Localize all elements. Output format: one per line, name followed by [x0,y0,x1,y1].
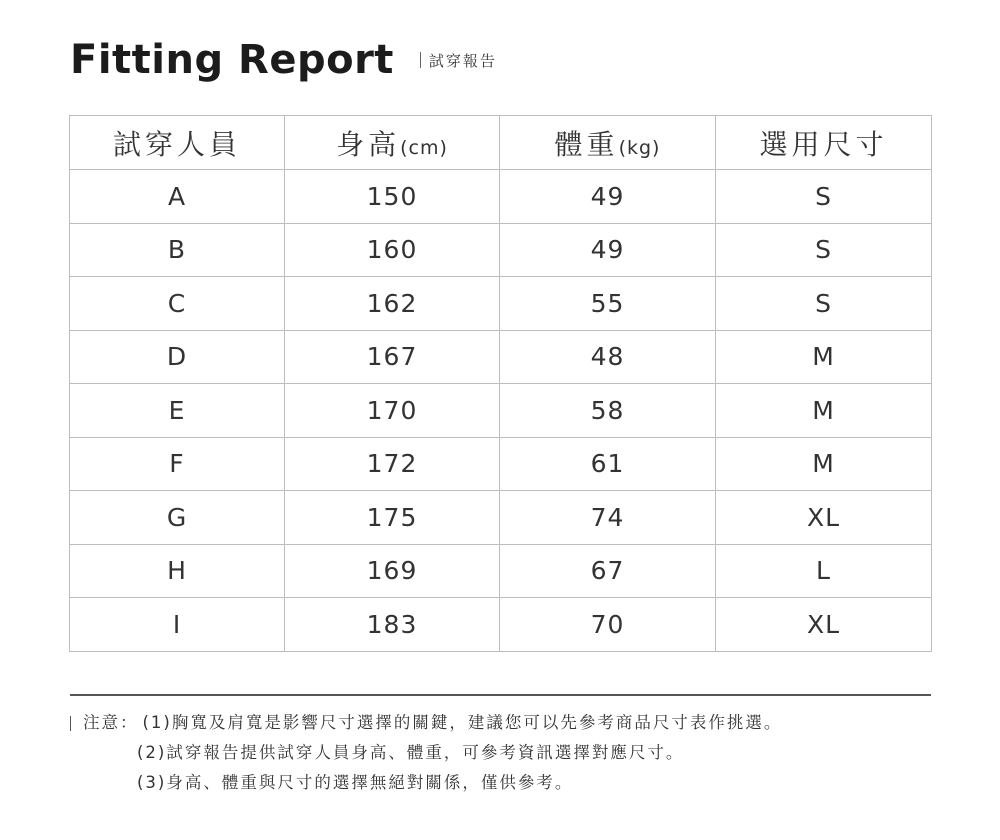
table-header-row [70,116,932,170]
height-cell: 169 [285,544,500,598]
note-text: (2)試穿報告提供試穿人員身高、體重，可參考資訊選擇對應尺寸。 [137,743,685,762]
size-cell: XL [716,491,932,545]
height-cell: 150 [285,170,500,224]
table-row [70,437,932,491]
tester-cell: A [70,170,285,224]
table-row [70,544,932,598]
size-cell: M [716,437,932,491]
note-text: (1)胸寬及肩寬是影響尺寸選擇的關鍵，建議您可以先參考商品尺寸表作挑選。 [142,713,783,732]
table-row [70,170,932,224]
note-item [70,708,782,738]
weight-cell: 55 [500,277,716,331]
table-row [70,330,932,384]
size-cell: M [716,384,932,438]
notes-divider [70,694,931,696]
tester-cell: I [70,598,285,652]
column-header-size: 選用尺寸 [716,116,932,170]
size-cell: L [716,544,932,598]
column-header-weight: 體重(kg) [500,116,716,170]
weight-cell: 70 [500,598,716,652]
height-cell: 175 [285,491,500,545]
fitting-table [69,115,932,652]
height-cell: 162 [285,277,500,331]
weight-cell: 74 [500,491,716,545]
note-item [70,768,782,798]
tester-cell: H [70,544,285,598]
size-cell: S [716,170,932,224]
note-label: 注意： [83,713,139,732]
tester-cell: D [70,330,285,384]
size-cell: S [716,223,932,277]
page-subtitle: 試穿報告 [428,51,497,70]
table-row [70,384,932,438]
note-text: (3)身高、體重與尺寸的選擇無絕對關係，僅供參考。 [137,773,574,792]
weight-cell: 67 [500,544,716,598]
title-divider [420,52,421,68]
tester-cell: F [70,437,285,491]
height-cell: 183 [285,598,500,652]
tester-cell: B [70,223,285,277]
note-bar [70,716,71,731]
notes-section [70,708,782,798]
page-title: Fitting Report [70,37,394,83]
weight-cell: 49 [500,170,716,224]
weight-cell: 61 [500,437,716,491]
table-row [70,223,932,277]
height-cell: 172 [285,437,500,491]
report-header [70,30,497,90]
weight-cell: 49 [500,223,716,277]
weight-cell: 48 [500,330,716,384]
height-cell: 160 [285,223,500,277]
size-cell: M [716,330,932,384]
size-cell: S [716,277,932,331]
column-header-height: 身高(cm) [285,116,500,170]
height-cell: 170 [285,384,500,438]
tester-cell: C [70,277,285,331]
note-item [70,738,782,768]
table-row [70,491,932,545]
size-cell: XL [716,598,932,652]
tester-cell: E [70,384,285,438]
height-cell: 167 [285,330,500,384]
tester-cell: G [70,491,285,545]
weight-cell: 58 [500,384,716,438]
column-header-tester: 試穿人員 [70,116,285,170]
table-row [70,598,932,652]
table-row [70,277,932,331]
